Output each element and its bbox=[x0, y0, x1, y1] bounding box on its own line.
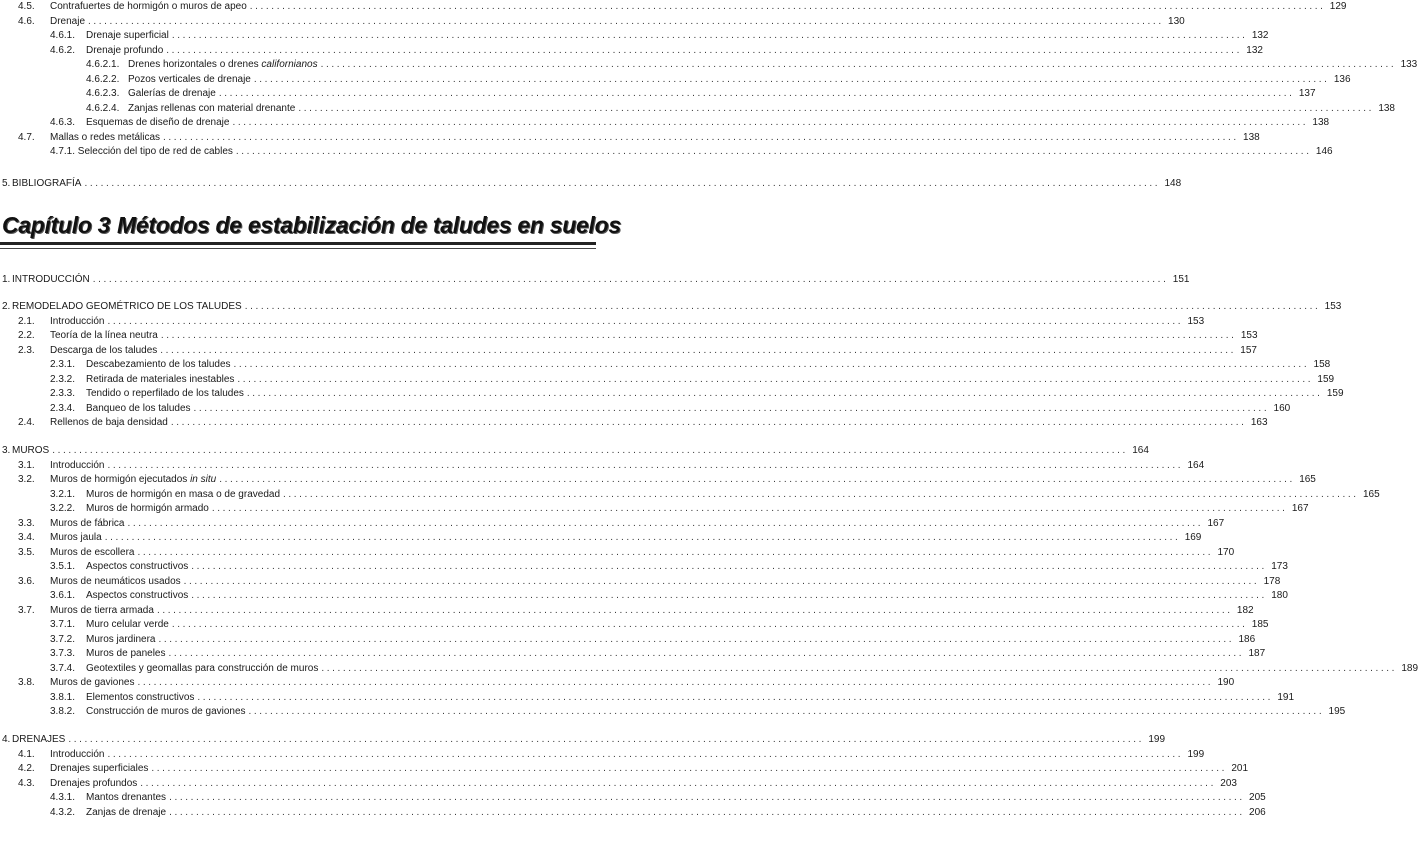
toc-entry[interactable] bbox=[0, 676, 1235, 691]
dot-leader: ........................................................................................................................................................................................................ bbox=[158, 633, 1235, 645]
entry-title: DRENAJES bbox=[12, 734, 66, 745]
entry-title: Introducción bbox=[50, 315, 105, 327]
toc-entry[interactable] bbox=[0, 762, 1249, 777]
page-number: 129 bbox=[1329, 1, 1347, 12]
page-number: 195 bbox=[1328, 706, 1346, 717]
toc-entry[interactable] bbox=[0, 473, 1316, 488]
toc-entry[interactable] bbox=[0, 358, 1331, 373]
chapter-label: Capítulo 3 bbox=[2, 212, 111, 238]
entry-number: 4.6.2.4. bbox=[86, 102, 120, 114]
dot-leader: ........................................................................................................................................................................................................ bbox=[235, 146, 1312, 157]
entry-number: 4.6.2.3. bbox=[86, 88, 120, 99]
entry-number: 4.6. bbox=[18, 15, 35, 27]
page-number: 186 bbox=[1238, 633, 1256, 645]
entry-title: Muro celular verde bbox=[86, 619, 169, 630]
toc-entry[interactable] bbox=[0, 589, 1288, 604]
page-number: 185 bbox=[1251, 619, 1269, 630]
toc-entry[interactable] bbox=[0, 488, 1380, 503]
dot-leader: ........................................................................................................................................................................................................ bbox=[244, 301, 1321, 312]
toc-entry[interactable] bbox=[0, 402, 1291, 417]
entry-title: Drenaje superficial bbox=[86, 30, 169, 41]
dot-leader: ........................................................................................................................................................................................................ bbox=[163, 131, 1239, 143]
page-number: 153 bbox=[1324, 301, 1342, 312]
entry-title: Drenajes superficiales bbox=[50, 763, 149, 774]
dot-leader: ........................................................................................................................................................................................................ bbox=[160, 330, 1237, 341]
page-number: 138 bbox=[1243, 131, 1260, 143]
dot-leader: ........................................................................................................................................................................................................ bbox=[88, 15, 1164, 27]
entry-title: Drenaje profundo bbox=[86, 44, 164, 56]
entry-title: Mallas o redes metálicas bbox=[50, 131, 161, 143]
toc-entry[interactable] bbox=[0, 58, 1418, 73]
toc-entry[interactable] bbox=[0, 344, 1257, 359]
toc-entry[interactable] bbox=[0, 575, 1281, 590]
toc-entry[interactable] bbox=[0, 748, 1205, 763]
entry-number: 3.6.1. bbox=[50, 590, 76, 601]
dot-leader: ........................................................................................................................................................................................................ bbox=[171, 30, 1248, 41]
page-number: 203 bbox=[1220, 777, 1237, 789]
toc-entry[interactable] bbox=[0, 662, 1418, 677]
toc-entry[interactable] bbox=[0, 806, 1266, 821]
entry-number: 3.8. bbox=[18, 677, 35, 688]
entry-number: 3.7.3. bbox=[50, 648, 76, 659]
dot-leader: ........................................................................................................................................................................................................ bbox=[171, 619, 1248, 630]
entry-number: 3.5.1. bbox=[50, 561, 76, 572]
entry-title: Drenajes profundos bbox=[50, 777, 138, 789]
entry-number: 2.3.3. bbox=[50, 388, 76, 399]
toc-entry[interactable] bbox=[0, 705, 1346, 720]
entry-number: 3.5. bbox=[18, 546, 35, 558]
entry-title: Muros de escollera bbox=[50, 546, 135, 558]
entry-title: Contrafuertes de hormigón o muros de apeo bbox=[50, 1, 247, 12]
toc-entry[interactable] bbox=[0, 44, 1263, 59]
page-number: 173 bbox=[1271, 561, 1288, 572]
entry-title: Introducción bbox=[50, 459, 105, 471]
entry-title: REMODELADO GEOMÉTRICO DE LOS TALUDES bbox=[12, 301, 242, 312]
dot-leader: ........................................................................................................................................................................................................ bbox=[233, 359, 1310, 370]
entry-title: Muros de hormigón en masa o de gravedad bbox=[86, 488, 281, 500]
entry-title: Muros de hormigón armado bbox=[86, 503, 209, 514]
toc-entry[interactable] bbox=[0, 102, 1395, 117]
toc-entry[interactable] bbox=[0, 791, 1266, 806]
dot-leader: ........................................................................................................................................................................................................ bbox=[197, 691, 1274, 703]
toc-entry[interactable] bbox=[0, 145, 1333, 160]
entry-number: 4.3.2. bbox=[50, 806, 76, 818]
chapter-rule-thick bbox=[0, 242, 596, 245]
dot-leader: ........................................................................................................................................................................................................ bbox=[84, 178, 1161, 189]
entry-title: Rellenos de baja densidad bbox=[50, 417, 168, 428]
entry-title-italic: californianos bbox=[261, 59, 318, 70]
dot-leader: ........................................................................................................................................................................................................ bbox=[104, 532, 1181, 543]
page-number: 133 bbox=[1400, 59, 1418, 70]
entry-title: Teoría de la línea neutra bbox=[50, 330, 158, 341]
entry-number: 3.2.2. bbox=[50, 503, 76, 514]
dot-leader: ........................................................................................................................................................................................................ bbox=[298, 102, 1374, 114]
entry-number: 3. bbox=[2, 445, 11, 456]
dot-leader: ........................................................................................................................................................................................................ bbox=[191, 561, 1267, 572]
toc-entry[interactable] bbox=[0, 0, 1347, 15]
entry-number: 4.7. bbox=[18, 131, 35, 143]
entry-title: BIBLIOGRAFÍA bbox=[12, 178, 82, 189]
dot-leader: ........................................................................................................................................................................................................ bbox=[92, 274, 1169, 285]
page-number: 158 bbox=[1313, 359, 1331, 370]
entry-title: Aspectos constructivos bbox=[86, 561, 189, 572]
dot-leader: ........................................................................................................................................................................................................ bbox=[127, 517, 1204, 529]
entry-title-italic: in situ bbox=[190, 474, 217, 485]
entry-number: 1. bbox=[2, 274, 11, 285]
page-number: 178 bbox=[1263, 575, 1281, 587]
entry-number: 3.7.4. bbox=[50, 662, 76, 674]
entry-title: Aspectos constructivos bbox=[86, 590, 189, 601]
page-number: 170 bbox=[1217, 546, 1235, 558]
page-number: 165 bbox=[1363, 488, 1380, 500]
dot-leader: ........................................................................................................................................................................................................ bbox=[169, 792, 1245, 803]
page-number: 201 bbox=[1231, 763, 1249, 774]
entry-number: 2.3.4. bbox=[50, 402, 76, 414]
dot-leader: ........................................................................................................................................................................................................ bbox=[107, 459, 1184, 471]
page-number: 167 bbox=[1291, 503, 1309, 514]
entry-number: 3.7.2. bbox=[50, 633, 76, 645]
entry-title: Construcción de muros de gaviones bbox=[86, 706, 246, 717]
dot-leader: ........................................................................................................................................................................................................ bbox=[107, 315, 1184, 327]
entry-number: 3.8.1. bbox=[50, 691, 76, 703]
entry-number: 4.2. bbox=[18, 763, 35, 774]
entry-title: Banqueo de los taludes bbox=[86, 402, 191, 414]
entry-title: Elementos constructivos bbox=[86, 691, 195, 703]
entry-number: 4.6.2. bbox=[50, 44, 76, 56]
page-number: 151 bbox=[1172, 274, 1190, 285]
page-number: 199 bbox=[1148, 734, 1166, 745]
page-number: 132 bbox=[1251, 30, 1269, 41]
toc-entry[interactable] bbox=[0, 633, 1256, 648]
dot-leader: ........................................................................................................................................................................................................ bbox=[107, 748, 1184, 760]
entry-title: 4.7.1. Selección del tipo de red de cables bbox=[50, 146, 233, 157]
toc-entry[interactable] bbox=[0, 777, 1237, 792]
entry-title: Tendido o reperfilado de los taludes bbox=[86, 388, 244, 399]
toc-entry[interactable] bbox=[0, 329, 1258, 344]
toc-entry[interactable] bbox=[0, 531, 1202, 546]
entry-title: Galerías de drenaje bbox=[128, 88, 216, 99]
entry-title: Muros de gaviones bbox=[50, 677, 135, 688]
page-number: 146 bbox=[1315, 146, 1333, 157]
entry-number: 2.1. bbox=[18, 315, 35, 327]
entry-number: 5. bbox=[2, 178, 11, 189]
dot-leader: ........................................................................................................................................................................................................ bbox=[151, 763, 1228, 774]
page-number: 169 bbox=[1184, 532, 1202, 543]
entry-number: 3.3. bbox=[18, 517, 35, 529]
page-number: 206 bbox=[1249, 806, 1266, 818]
entry-number: 3.7.1. bbox=[50, 619, 76, 630]
toc-entry[interactable] bbox=[0, 691, 1295, 706]
dot-leader: ........................................................................................................................................................................................................ bbox=[191, 590, 1267, 601]
entry-number: 4.5. bbox=[18, 1, 35, 12]
page-number: 190 bbox=[1217, 677, 1235, 688]
dot-leader: ........................................................................................................................................................................................................ bbox=[183, 575, 1260, 587]
page-number: 182 bbox=[1236, 604, 1254, 616]
dot-leader: ........................................................................................................................................................................................................ bbox=[140, 777, 1216, 789]
entry-title: Muros de paneles bbox=[86, 648, 166, 659]
entry-title: Retirada de materiales inestables bbox=[86, 373, 235, 385]
chapter-heading bbox=[2, 212, 621, 239]
dot-leader: ........................................................................................................................................................................................................ bbox=[156, 604, 1233, 616]
toc-entry[interactable] bbox=[0, 15, 1185, 30]
toc-entry[interactable] bbox=[0, 546, 1235, 561]
page-number: 138 bbox=[1378, 102, 1395, 114]
toc-entry[interactable] bbox=[0, 502, 1309, 517]
toc-section bbox=[0, 0, 1418, 160]
page-number: 132 bbox=[1246, 44, 1263, 56]
entry-title: Introducción bbox=[50, 748, 105, 760]
page-number: 167 bbox=[1207, 517, 1225, 529]
dot-leader: ........................................................................................................................................................................................................ bbox=[237, 373, 1314, 385]
dot-leader: ........................................................................................................................................................................................................ bbox=[253, 73, 1330, 85]
entry-number: 3.2. bbox=[18, 474, 35, 485]
dot-leader: ........................................................................................................................................................................................................ bbox=[168, 648, 1245, 659]
page-number: 138 bbox=[1312, 117, 1330, 128]
page-number: 165 bbox=[1299, 474, 1316, 485]
entry-title: Pozos verticales de drenaje bbox=[128, 73, 251, 85]
entry-number: 4.6.1. bbox=[50, 30, 76, 41]
entry-title: Muros de hormigón ejecutados bbox=[50, 474, 191, 485]
toc-entry[interactable] bbox=[0, 300, 1342, 315]
toc-entry[interactable] bbox=[0, 459, 1205, 474]
entry-number: 2.4. bbox=[18, 417, 35, 428]
entry-number: 4. bbox=[2, 734, 11, 745]
entry-number: 3.7. bbox=[18, 604, 35, 616]
page-number: 191 bbox=[1277, 691, 1295, 703]
page-number: 157 bbox=[1240, 344, 1257, 356]
toc-entry[interactable] bbox=[0, 444, 1149, 459]
entry-number: 4.6.2.2. bbox=[86, 73, 120, 85]
entry-title: Muros de tierra armada bbox=[50, 604, 154, 616]
entry-number: 4.3. bbox=[18, 777, 35, 789]
entry-number: 2.3. bbox=[18, 344, 35, 356]
entry-title: Muros jardinera bbox=[86, 633, 156, 645]
entry-number: 2.2. bbox=[18, 330, 35, 341]
page-number: 137 bbox=[1298, 88, 1316, 99]
toc-entry[interactable] bbox=[0, 416, 1268, 431]
entry-number: 3.4. bbox=[18, 532, 35, 543]
toc-section bbox=[0, 300, 1344, 431]
entry-title: Muros de neumáticos usados bbox=[50, 575, 181, 587]
toc-section bbox=[0, 444, 1418, 720]
dot-leader: ........................................................................................................................................................................................................ bbox=[211, 503, 1288, 514]
dot-leader: ........................................................................................................................................................................................................ bbox=[249, 1, 1326, 12]
entry-title: Descabezamiento de los taludes bbox=[86, 359, 231, 370]
entry-number: 3.2.1. bbox=[50, 488, 76, 500]
toc-section bbox=[0, 273, 1190, 288]
dot-leader: ........................................................................................................................................................................................................ bbox=[246, 388, 1323, 399]
entry-title: Descarga de los taludes bbox=[50, 344, 158, 356]
chapter-title: Métodos de estabilización de taludes en suelos bbox=[117, 212, 621, 238]
entry-number: 3.8.2. bbox=[50, 706, 76, 717]
entry-number: 4.6.2.1. bbox=[86, 59, 120, 70]
entry-number: 4.3.1. bbox=[50, 792, 76, 803]
page-number: 163 bbox=[1250, 417, 1268, 428]
toc-entry[interactable] bbox=[0, 116, 1330, 131]
page-number: 159 bbox=[1326, 388, 1344, 399]
entry-number: 3.6. bbox=[18, 575, 35, 587]
dot-leader: ........................................................................................................................................................................................................ bbox=[170, 417, 1247, 428]
dot-leader: ........................................................................................................................................................................................................ bbox=[218, 88, 1295, 99]
dot-leader: ........................................................................................................................................................................................................ bbox=[248, 706, 1325, 717]
dot-leader: ........................................................................................................................................................................................................ bbox=[137, 546, 1214, 558]
toc-section bbox=[0, 733, 1266, 820]
toc-entry[interactable] bbox=[0, 131, 1260, 146]
page-number: 205 bbox=[1249, 792, 1266, 803]
dot-leader: ........................................................................................................................................................................................................ bbox=[232, 117, 1309, 128]
page-number: 153 bbox=[1187, 315, 1205, 327]
entry-title: Zanjas rellenas con material drenante bbox=[128, 102, 296, 114]
entry-title: Mantos drenantes bbox=[86, 792, 167, 803]
page-number: 153 bbox=[1240, 330, 1258, 341]
page-number: 160 bbox=[1273, 402, 1291, 414]
toc-entry[interactable] bbox=[0, 73, 1351, 88]
toc-entry[interactable] bbox=[0, 604, 1254, 619]
page-number: 148 bbox=[1164, 178, 1182, 189]
page-number: 164 bbox=[1187, 459, 1205, 471]
dot-leader: ........................................................................................................................................................................................................ bbox=[169, 806, 1245, 818]
page-number: 136 bbox=[1333, 73, 1351, 85]
toc-entry[interactable] bbox=[0, 373, 1335, 388]
dot-leader: ........................................................................................................................................................................................................ bbox=[283, 488, 1359, 500]
chapter-rule-thin bbox=[0, 248, 596, 249]
toc-entry[interactable] bbox=[0, 177, 1182, 192]
dot-leader: ........................................................................................................................................................................................................ bbox=[320, 59, 1397, 70]
entry-title: Muros jaula bbox=[50, 532, 102, 543]
dot-leader: ........................................................................................................................................................................................................ bbox=[166, 44, 1242, 56]
dot-leader: ........................................................................................................................................................................................................ bbox=[52, 445, 1128, 456]
entry-title: Esquemas de diseño de drenaje bbox=[86, 117, 230, 128]
toc-entry[interactable] bbox=[0, 387, 1344, 402]
page-number: 130 bbox=[1168, 15, 1185, 27]
dot-leader: ........................................................................................................................................................................................................ bbox=[321, 662, 1398, 674]
dot-leader: ........................................................................................................................................................................................................ bbox=[68, 734, 1145, 745]
dot-leader: ........................................................................................................................................................................................................ bbox=[137, 677, 1214, 688]
entry-number: 4.6.3. bbox=[50, 117, 76, 128]
entry-number: 2.3.1. bbox=[50, 359, 76, 370]
entry-title: Drenaje bbox=[50, 15, 86, 27]
toc-entry[interactable] bbox=[0, 733, 1166, 748]
entry-number: 2. bbox=[2, 301, 11, 312]
page-number: 164 bbox=[1132, 445, 1149, 456]
page-number: 180 bbox=[1271, 590, 1288, 601]
entry-title: Geotextiles y geomallas para construcción de muros bbox=[86, 662, 319, 674]
entry-number: 4.1. bbox=[18, 748, 35, 760]
page-number: 199 bbox=[1187, 748, 1205, 760]
entry-title: Muros de fábrica bbox=[50, 517, 125, 529]
page-number: 159 bbox=[1317, 373, 1335, 385]
toc-entry[interactable] bbox=[0, 647, 1266, 662]
entry-title: MUROS bbox=[12, 445, 50, 456]
entry-title: Zanjas de drenaje bbox=[86, 806, 167, 818]
entry-number: 3.1. bbox=[18, 459, 35, 471]
dot-leader: ........................................................................................................................................................................................................ bbox=[193, 402, 1270, 414]
entry-title: Drenes horizontales o drenes bbox=[128, 59, 262, 70]
toc-entry[interactable] bbox=[0, 273, 1190, 288]
page-number: 189 bbox=[1401, 662, 1418, 674]
toc-section bbox=[0, 177, 1182, 192]
toc-entry[interactable] bbox=[0, 618, 1269, 633]
entry-number: 2.3.2. bbox=[50, 373, 76, 385]
dot-leader: ........................................................................................................................................................................................................ bbox=[160, 344, 1236, 356]
toc-entry[interactable] bbox=[0, 560, 1288, 575]
dot-leader: ........................................................................................................................................................................................................ bbox=[219, 474, 1295, 485]
toc-entry[interactable] bbox=[0, 87, 1316, 102]
toc-entry[interactable] bbox=[0, 315, 1205, 330]
entry-title: INTRODUCCIÓN bbox=[12, 274, 90, 285]
page-number: 187 bbox=[1248, 648, 1266, 659]
toc-entry[interactable] bbox=[0, 517, 1225, 532]
toc-entry[interactable] bbox=[0, 29, 1269, 44]
